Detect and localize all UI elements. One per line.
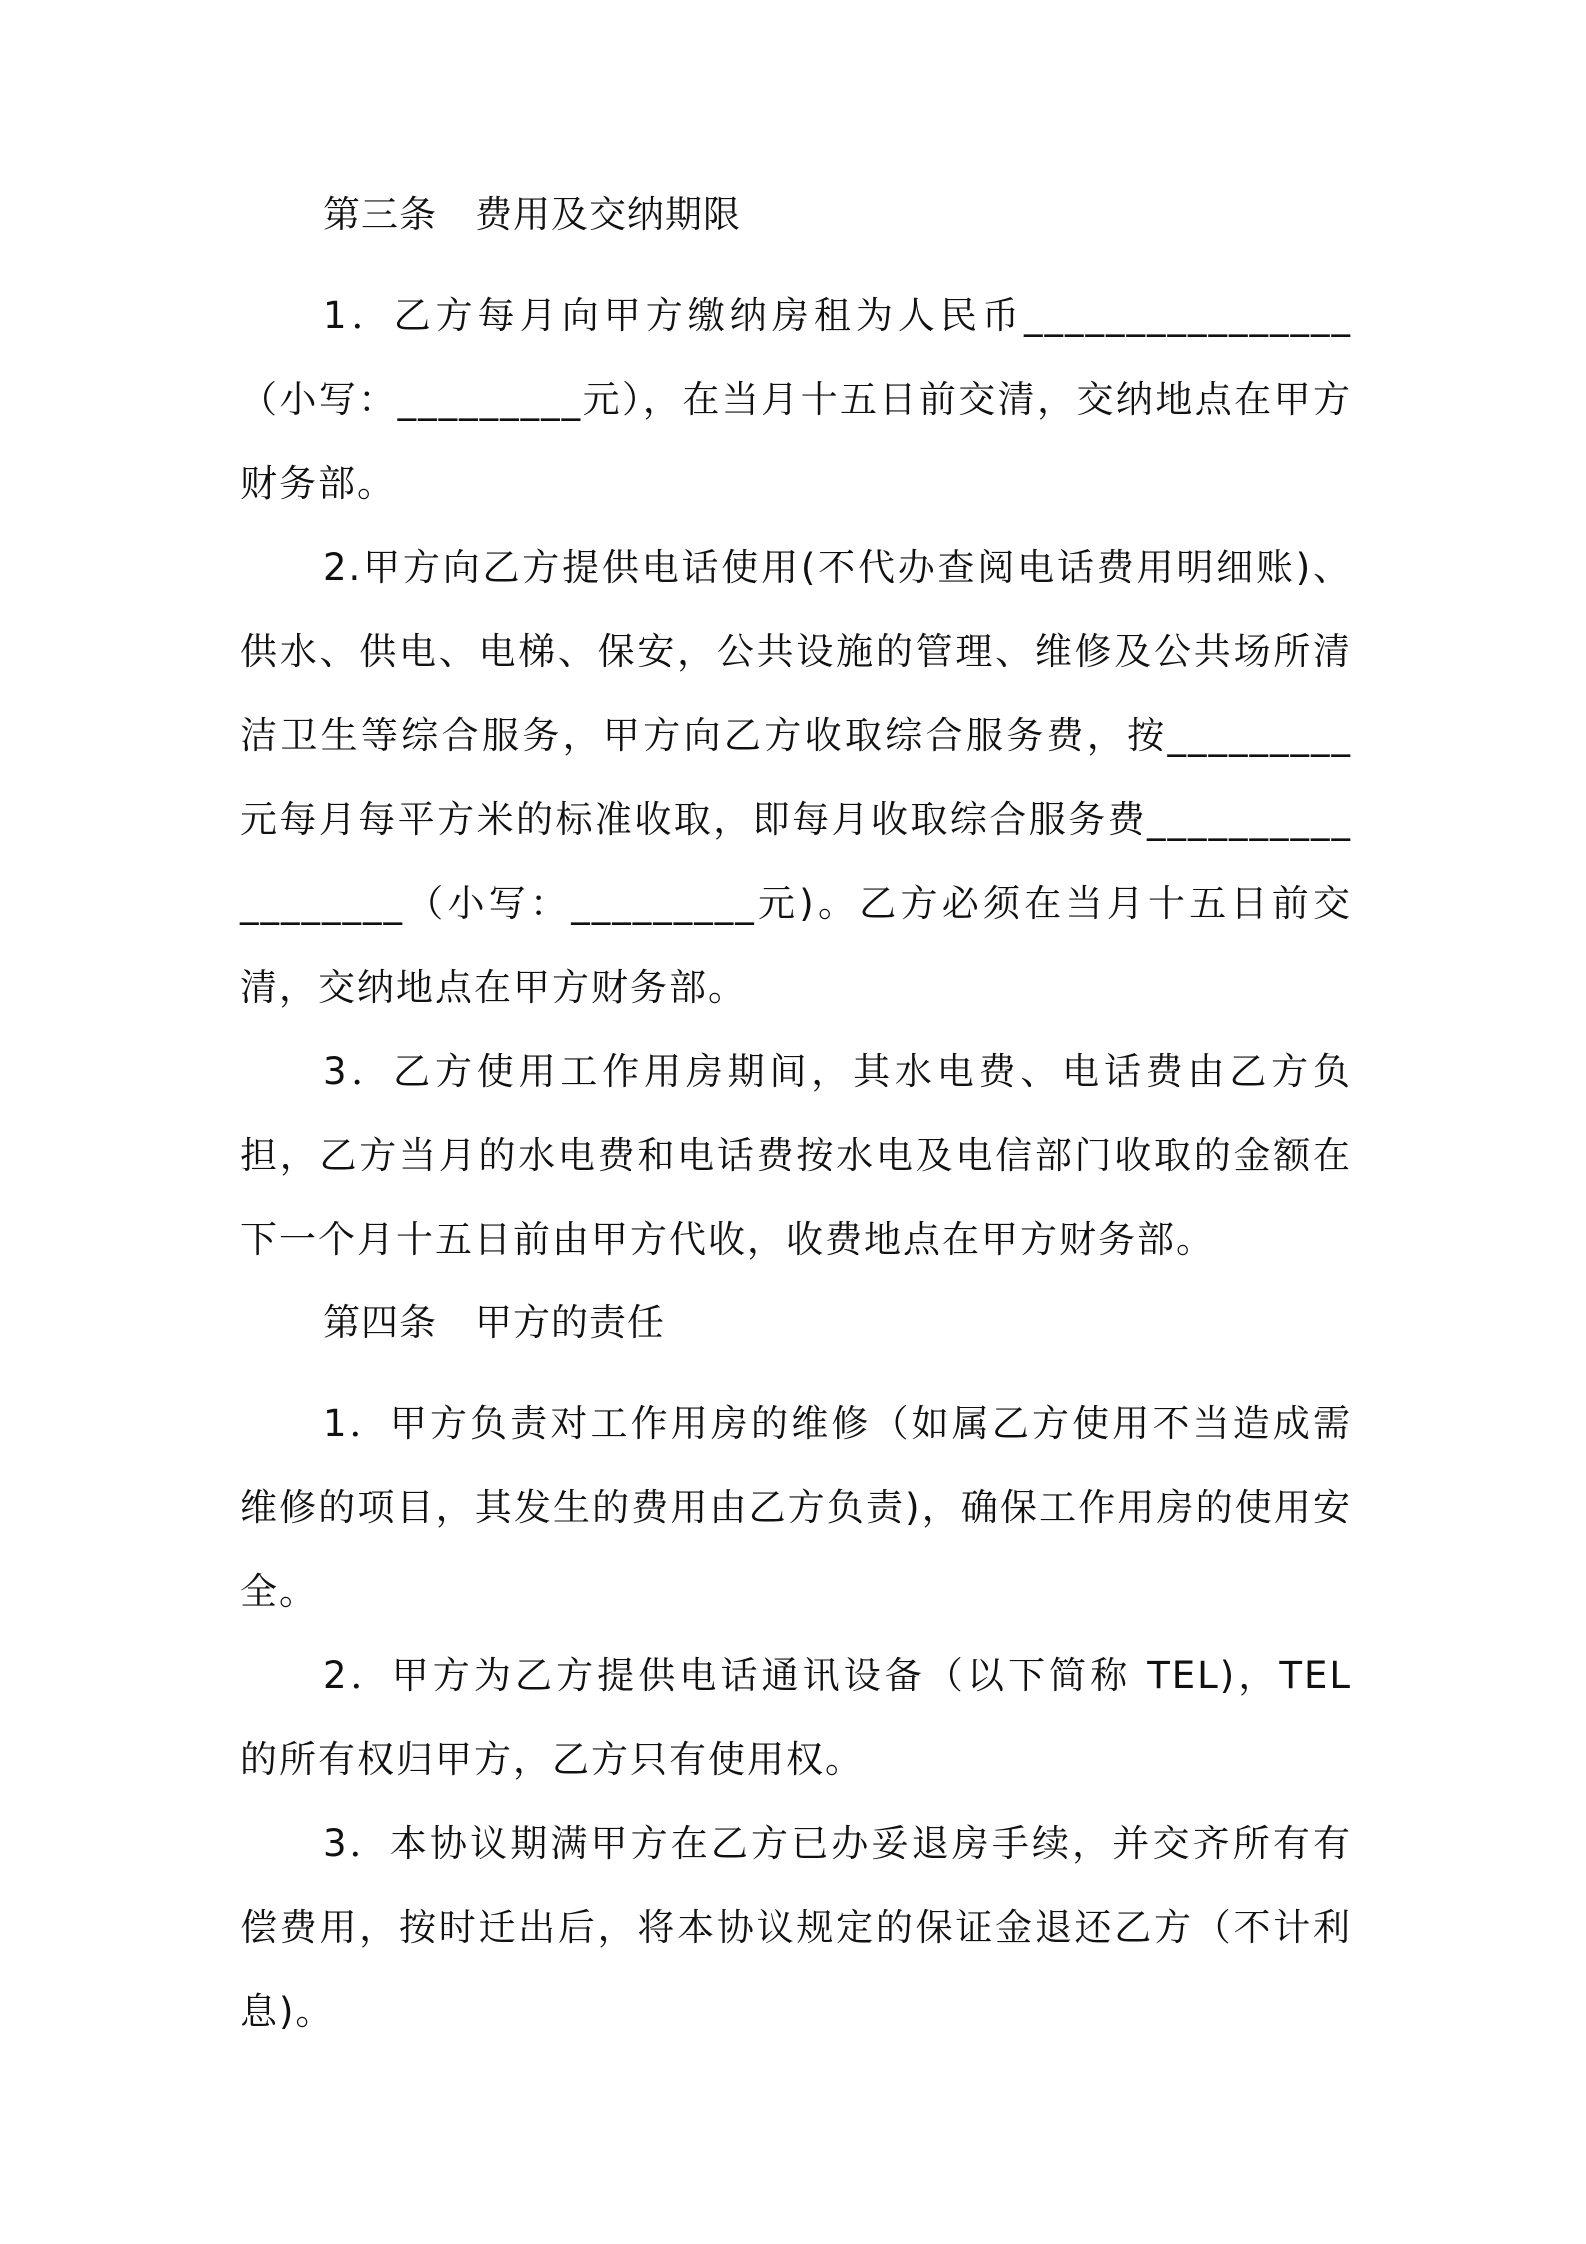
- article-4-heading: 第四条 甲方的责任: [323, 1301, 665, 1344]
- article-4-item-1: 1．甲方负责对工作用房的维修（如属乙方使用不当造成需维修的项目，其发生的费用由乙方负责)，确保工作用房的使用安全。: [240, 1402, 1352, 1613]
- article-3-item-2: 2.甲方向乙方提供电话使用(不代办查阅电话费用明细账)、供水、供电、电梯、保安，公共设施的管理、维修及公共场所清洁卫生等综合服务，甲方向乙方收取综合服务费，按_________元每月每平方米的标准收取，即每月收取综合服务费__________________（小写：_________元)。乙方必须在当月十五日前交清，交纳地点在甲方财务部。: [240, 546, 1352, 1009]
- article-3-heading: 第三条 费用及交纳期限: [323, 193, 741, 236]
- article-4-item-2: 2．甲方为乙方提供电话通讯设备（以下简称 TEL)，TEL 的所有权归甲方，乙方只有使用权。: [240, 1654, 1352, 1781]
- article-4-item-3: 3．本协议期满甲方在乙方已办妥退房手续，并交齐所有有偿费用，按时迁出后，将本协议规定的保证金退还乙方（不计利息)。: [240, 1822, 1352, 2033]
- article-3-item-3: 3．乙方使用工作用房期间，其水电费、电话费由乙方负担，乙方当月的水电费和电话费按水电及电信部门收取的金额在下一个月十五日前由甲方代收，收费地点在甲方财务部。: [240, 1050, 1352, 1261]
- document-body: [240, 192, 1352, 2054]
- article-3-item-1: 1．乙方每月向甲方缴纳房租为人民币________________（小写：_________元），在当月十五日前交清，交纳地点在甲方财务部。: [240, 294, 1352, 505]
